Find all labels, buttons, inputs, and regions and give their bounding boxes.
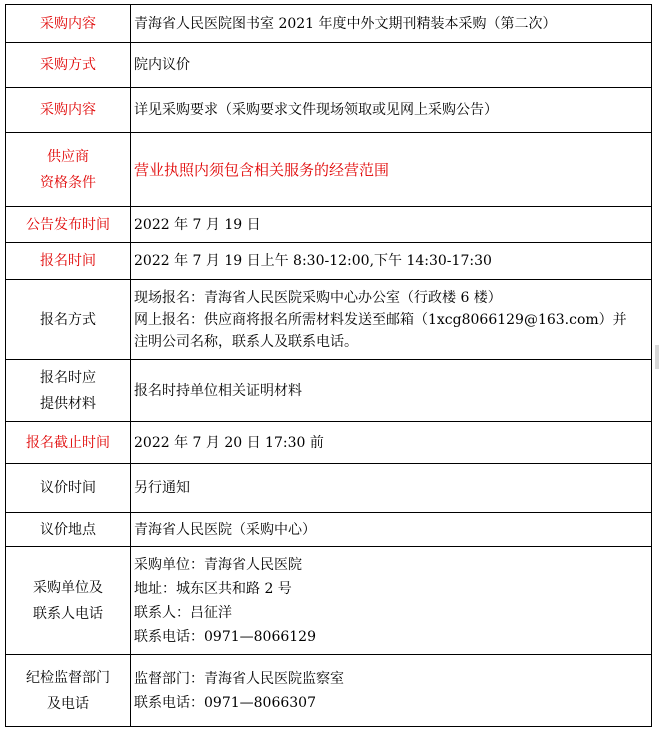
row-value [131, 5, 652, 43]
table-row [6, 360, 652, 422]
row-label [6, 280, 131, 360]
label-line: 提供材料 [40, 395, 96, 412]
table-row [6, 513, 652, 547]
table-row [6, 43, 652, 88]
row-value [131, 207, 652, 243]
row-value [131, 88, 652, 133]
row-value [131, 464, 652, 513]
label-line: 及电话 [47, 695, 89, 712]
value-line: 联系人：吕征洋 [134, 604, 232, 621]
table-row [6, 207, 652, 243]
row-label [6, 88, 131, 133]
row-value [131, 280, 652, 360]
label-line: 供应商 [47, 148, 89, 165]
row-label [6, 207, 131, 243]
value-line: 2022 年 7 月 20 日 17:30 前 [134, 434, 324, 451]
value-line: 联系电话：0971—8066129 [134, 628, 316, 645]
label-line: 资格条件 [40, 174, 96, 191]
value-line: 院内议价 [134, 57, 190, 73]
value-line: 现场报名：青海省人民医院采购中心办公室（行政楼 6 楼） [134, 289, 502, 306]
row-value [131, 133, 652, 207]
label-line: 采购方式 [40, 57, 96, 73]
label-line: 议价时间 [40, 480, 96, 496]
value-line: 2022 年 7 月 19 日 [134, 216, 261, 233]
table-row [6, 243, 652, 280]
value-line: 地址：城东区共和路 2 号 [134, 580, 292, 597]
label-line: 公告发布时间 [26, 216, 110, 233]
row-value [131, 422, 652, 464]
row-label [6, 243, 131, 280]
value-line: 青海省人民医院（采购中心） [134, 521, 316, 538]
row-label [6, 422, 131, 464]
row-value [131, 547, 652, 655]
label-line: 报名截止时间 [26, 434, 110, 451]
value-line: 采购单位：青海省人民医院 [134, 556, 302, 573]
value-line: 另行通知 [134, 480, 190, 496]
procurement-notice-table [5, 4, 652, 727]
value-line: 2022 年 7 月 19 日上午 8:30-12:00,下午 14:30-17:30 [134, 253, 492, 269]
table-row [6, 5, 652, 43]
label-line: 议价地点 [40, 521, 96, 538]
page-edge-marker [655, 345, 659, 369]
row-label [6, 513, 131, 547]
row-value [131, 513, 652, 547]
value-line: 监督部门：青海省人民医院监察室 [134, 670, 344, 687]
label-line: 报名方式 [40, 311, 96, 328]
row-label [6, 655, 131, 727]
table-row [6, 422, 652, 464]
label-line: 报名时间 [40, 253, 96, 269]
table-row [6, 280, 652, 360]
label-line: 报名时应 [40, 369, 96, 386]
label-line: 采购单位及 [33, 579, 103, 596]
value-line: 网上报名：供应商将报名所需材料发送至邮箱（1xcg8066129@163.com）并 [134, 311, 627, 328]
label-line: 采购内容 [40, 102, 96, 118]
value-line: 联系电话：0971—8066307 [134, 694, 316, 711]
label-line: 纪检监督部门 [26, 669, 110, 686]
table-row [6, 133, 652, 207]
table-row [6, 464, 652, 513]
value-line: 营业执照内须包含相关服务的经营范围 [134, 160, 390, 179]
value-line: 青海省人民医院图书室 2021 年度中外文期刊精装本采购（第二次） [134, 15, 557, 32]
label-line: 采购内容 [40, 15, 96, 32]
table-row [6, 655, 652, 727]
row-value [131, 243, 652, 280]
row-label [6, 43, 131, 88]
row-label [6, 360, 131, 422]
row-value [131, 360, 652, 422]
value-line: 注明公司名称，联系人及联系电话。 [134, 333, 358, 350]
value-line: 详见采购要求（采购要求文件现场领取或见网上采购公告） [134, 102, 498, 118]
row-label [6, 464, 131, 513]
row-label [6, 547, 131, 655]
row-value [131, 655, 652, 727]
table-row [6, 547, 652, 655]
table-row [6, 88, 652, 133]
row-value [131, 43, 652, 88]
row-label [6, 133, 131, 207]
value-line: 报名时持单位相关证明材料 [134, 382, 302, 399]
row-label [6, 5, 131, 43]
label-line: 联系人电话 [33, 605, 103, 622]
